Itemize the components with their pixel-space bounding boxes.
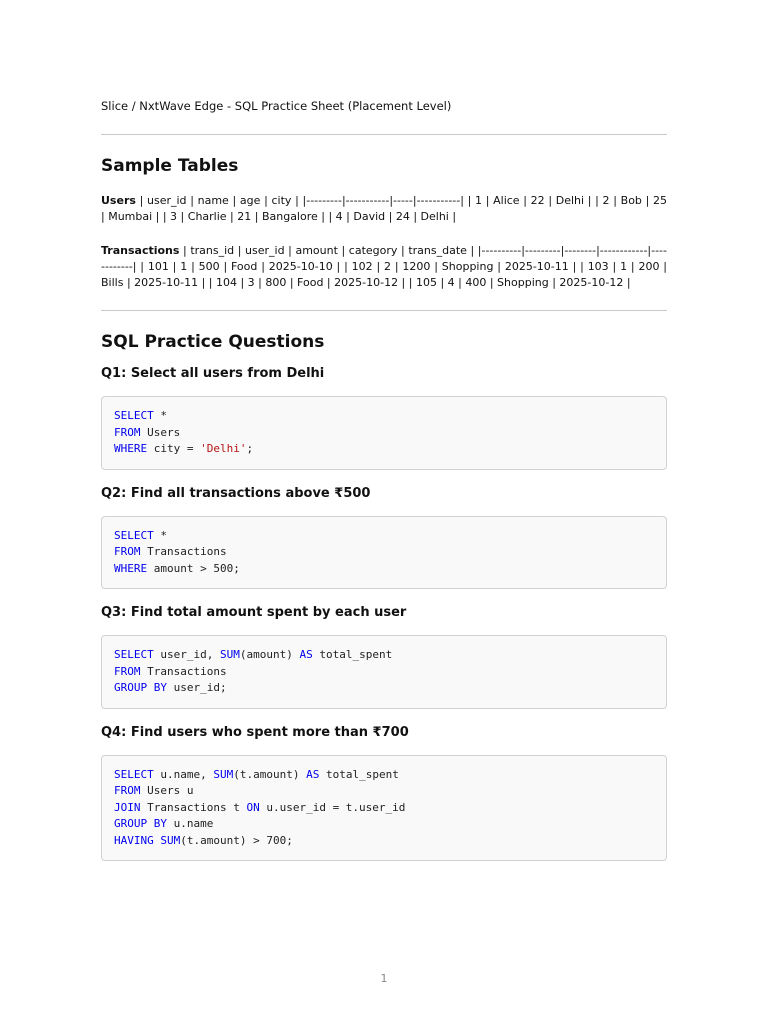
- sql-text: Users: [140, 425, 181, 439]
- code-line: [114, 800, 654, 817]
- sql-text: total_spent: [319, 767, 399, 781]
- sql-text: ;: [246, 442, 254, 455]
- sql-keyword: WHERE: [114, 561, 148, 575]
- code-line: [114, 783, 654, 800]
- sql-text: *: [153, 409, 167, 422]
- sql-keyword: GROUP BY: [114, 817, 167, 830]
- code-line: [114, 441, 654, 458]
- sql-text: Transactions: [140, 545, 227, 558]
- code-line: [114, 833, 654, 850]
- section-heading-sql-practice: SQL Practice Questions: [101, 332, 325, 352]
- code-line: [114, 408, 654, 425]
- sql-keyword: AS: [299, 648, 313, 661]
- sql-keyword: SELECT: [114, 409, 154, 422]
- code-line: [114, 561, 654, 578]
- code-line: [114, 680, 654, 697]
- sql-text: u.user_id = t.user_id: [259, 800, 406, 814]
- sql-text: *: [153, 528, 167, 542]
- code-block: [101, 635, 667, 709]
- transactions-table-body: | trans_id | user_id | amount | category | trans_date | |----------|---------|--------|------------|------------| | 101 | 1 | 500 | Food | 2025-10-10 | | 102 | 2 | 1200 | Shopping | 2025-10-11 | | 103 | 1 | 200 | Bills | 2025-10-11 | | 104 | 3 | 800 | Food | 2025-10-12 | | 105 | 4 | 400 | Shopping | 2025-10-12 |: [101, 244, 667, 289]
- sql-text: (t.amount) > 700;: [180, 833, 293, 847]
- section-heading-sample-tables: Sample Tables: [101, 156, 239, 176]
- transactions-label: Transactions: [101, 244, 180, 257]
- sql-keyword: WHERE: [114, 442, 148, 455]
- sql-keyword: SELECT: [114, 528, 154, 542]
- sql-keyword: JOIN: [114, 800, 141, 814]
- sql-keyword: FROM: [114, 425, 141, 439]
- code-line: [114, 425, 654, 442]
- sql-keyword: GROUP BY: [114, 681, 167, 694]
- code-line: [114, 647, 654, 664]
- sql-text: u.name,: [153, 767, 214, 781]
- sql-text: user_id,: [153, 648, 220, 661]
- sql-text: Transactions t: [140, 800, 247, 814]
- document-header: Slice / NxtWave Edge - SQL Practice Sheet (Placement Level): [101, 99, 452, 113]
- question-title: Q2: Find all transactions above ₹500: [101, 485, 371, 501]
- code-line: [114, 816, 654, 833]
- sql-text: total_spent: [312, 648, 393, 661]
- question-title: Q4: Find users who spent more than ₹700: [101, 724, 409, 740]
- code-line: [114, 528, 654, 545]
- page-number: 1: [380, 972, 388, 985]
- sql-keyword: HAVING: [114, 833, 154, 847]
- sql-text: (amount): [239, 648, 300, 661]
- sql-string: 'Delhi': [200, 442, 247, 455]
- sql-text: Transactions: [140, 664, 227, 678]
- sql-text: u.name: [166, 817, 214, 830]
- divider: [101, 310, 667, 311]
- sql-text: user_id;: [166, 681, 227, 694]
- transactions-table-text: [101, 243, 667, 291]
- sql-keyword: FROM: [114, 545, 141, 558]
- sql-keyword: SELECT: [114, 648, 154, 661]
- sql-keyword: SUM: [160, 833, 181, 847]
- code-block: [101, 755, 667, 862]
- divider: [101, 134, 667, 135]
- document-page: [101, 98, 667, 861]
- code-block: [101, 396, 667, 470]
- code-line: [114, 767, 654, 784]
- question-title: Q1: Select all users from Delhi: [101, 366, 325, 381]
- sql-keyword: SUM: [219, 648, 240, 661]
- question-title: Q3: Find total amount spent by each user: [101, 605, 407, 620]
- sql-keyword: AS: [306, 767, 320, 781]
- sql-text: Users u: [140, 784, 194, 797]
- code-block: [101, 516, 667, 590]
- sql-text: city =: [147, 442, 201, 455]
- sql-text: amount > 500;: [147, 561, 240, 575]
- sql-keyword: SELECT: [114, 767, 154, 781]
- sql-text: (t.amount): [233, 767, 307, 781]
- sql-keyword: ON: [246, 800, 260, 814]
- users-label: Users: [101, 194, 136, 207]
- sql-keyword: FROM: [114, 664, 141, 678]
- users-table-body: | user_id | name | age | city | |---------|-----------|-----|-----------| | 1 | Alice | 22 | Delhi | | 2 | Bob | 25 | Mumbai | | 3 | Charlie | 21 | Bangalore | | 4 | David | 24 | Delhi |: [101, 194, 667, 223]
- code-line: [114, 664, 654, 681]
- users-table-text: [101, 193, 667, 225]
- code-line: [114, 544, 654, 561]
- sql-keyword: SUM: [213, 767, 234, 781]
- sql-keyword: FROM: [114, 784, 141, 797]
